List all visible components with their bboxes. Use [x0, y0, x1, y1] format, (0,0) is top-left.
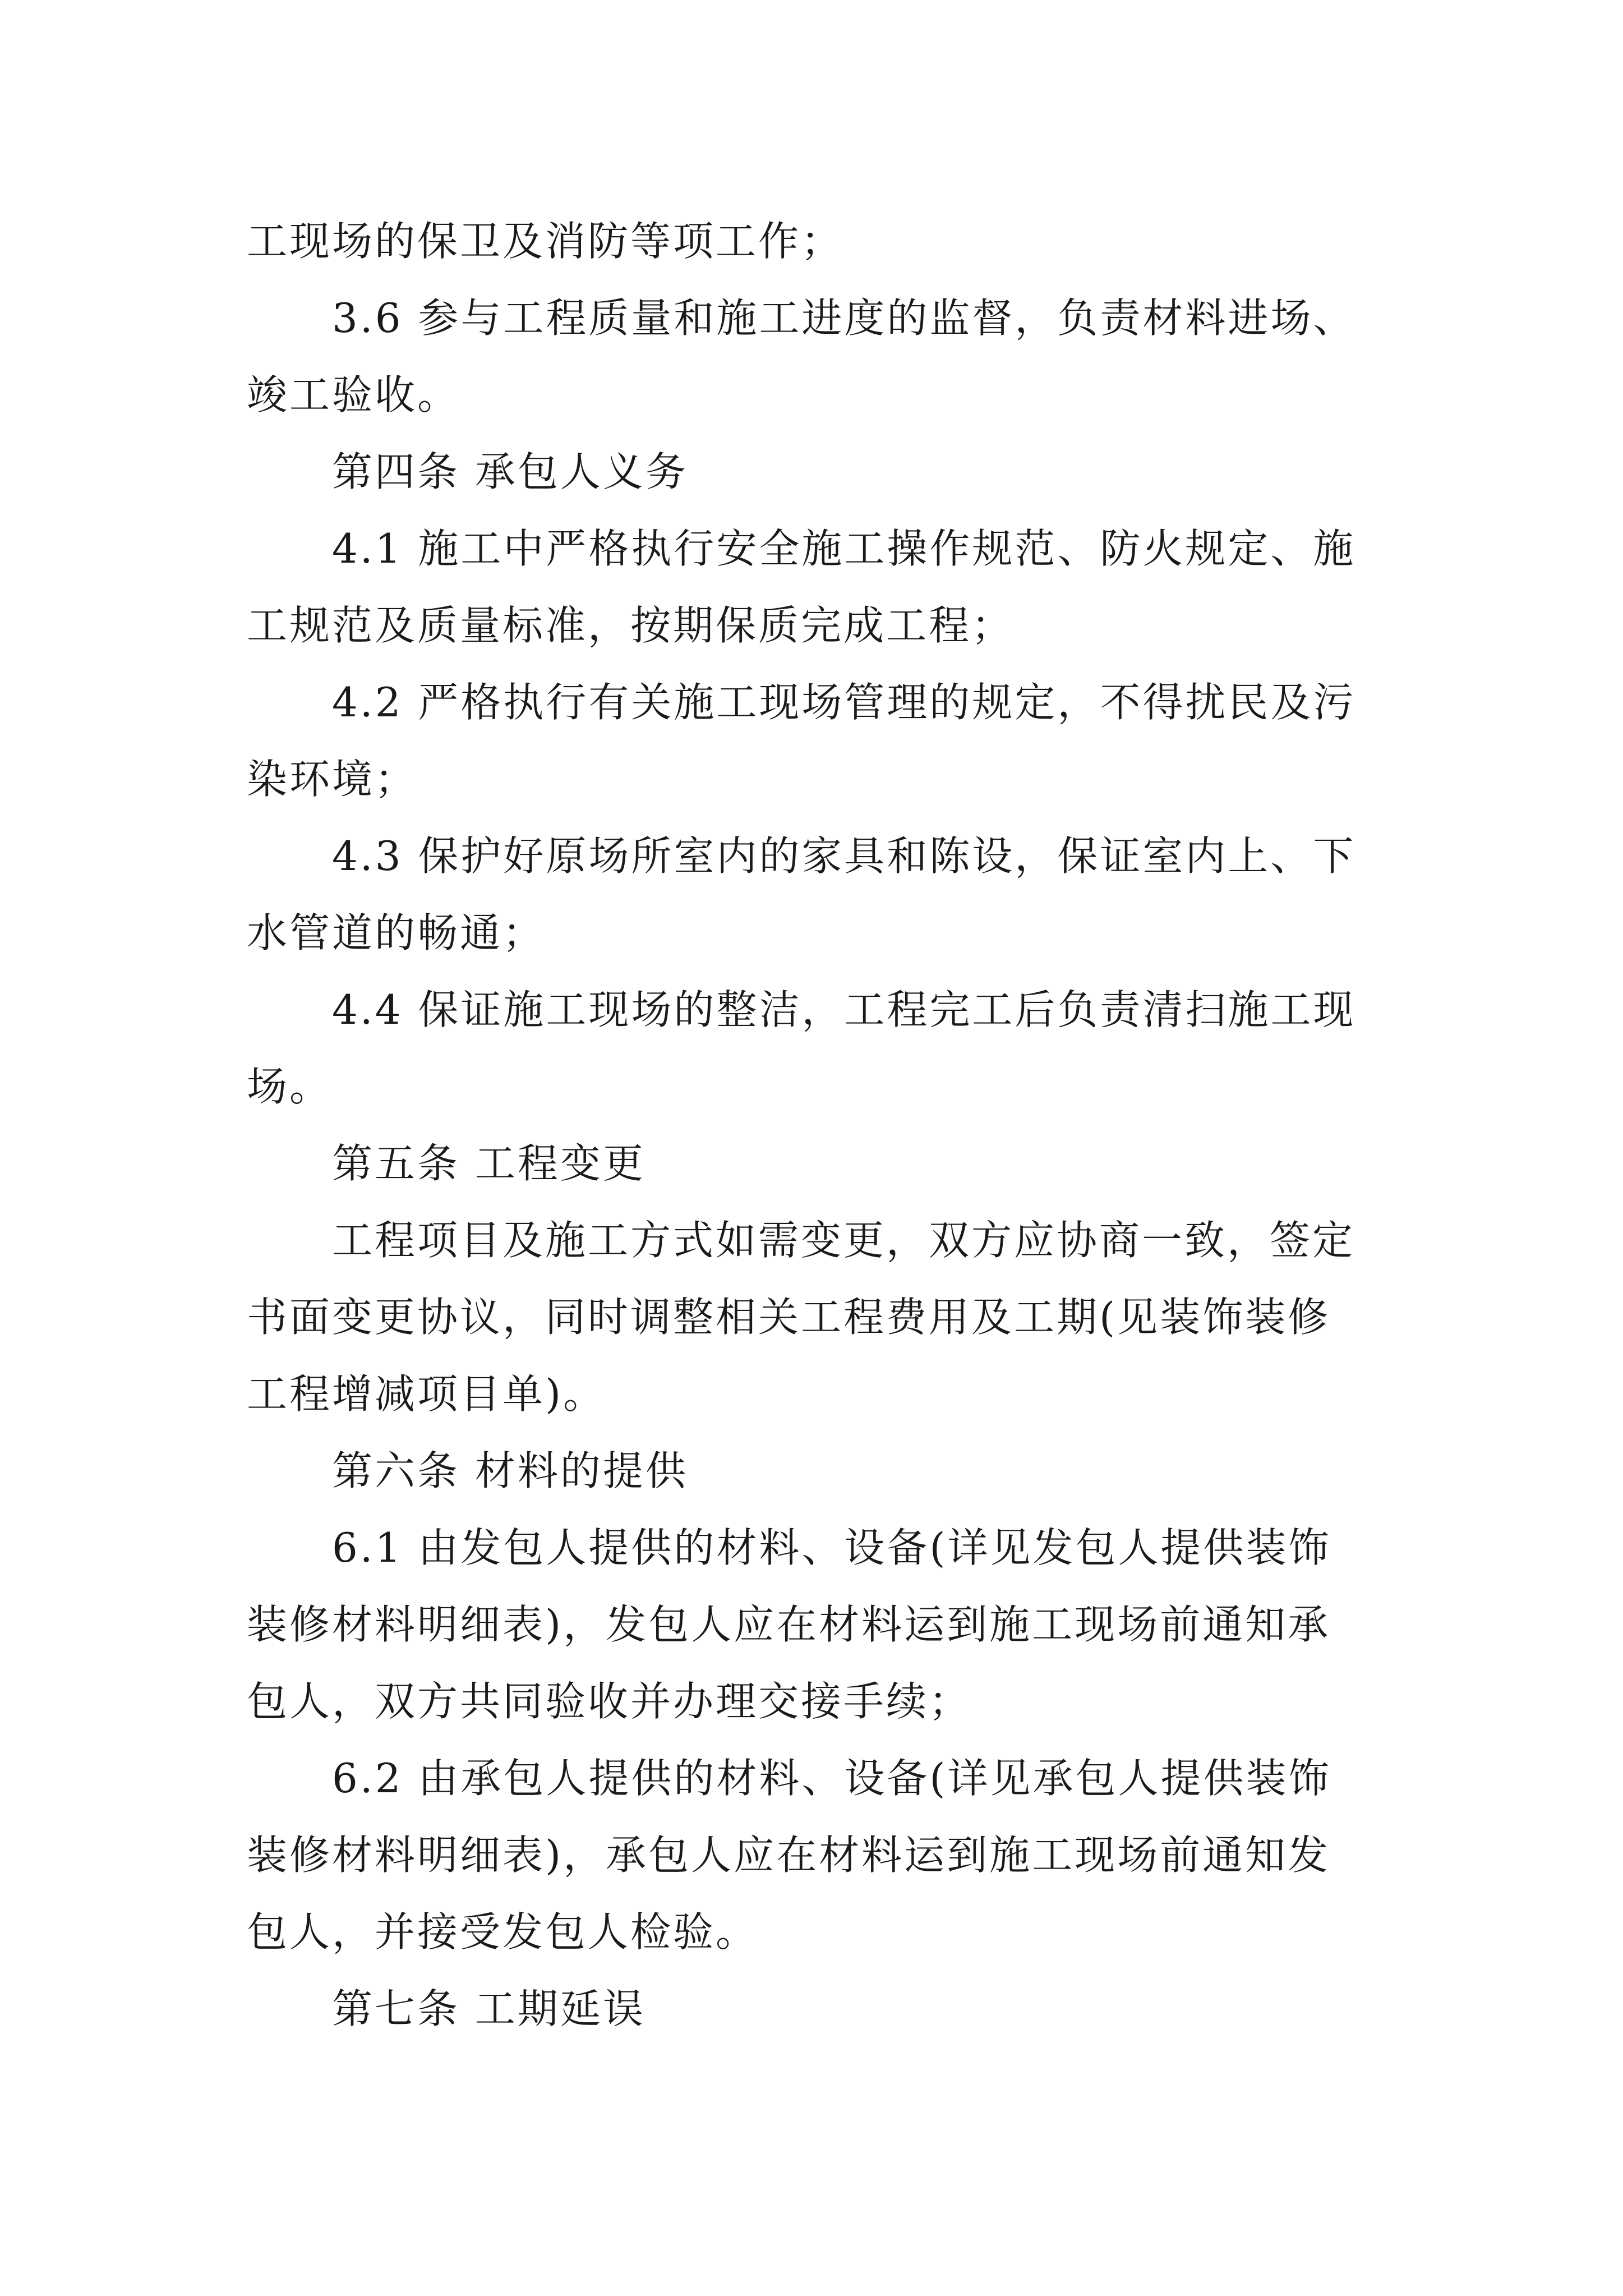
text-line: 4.2 严格执行有关施工现场管理的规定，不得扰民及污 — [332, 679, 1356, 726]
text-line: 竣工验收。 — [247, 371, 460, 418]
text-line: 场。 — [247, 1063, 333, 1110]
section-heading: 第四条 承包人义务 — [332, 448, 688, 495]
text-line: 工程项目及施工方式如需变更，双方应协商一致，签定 — [332, 1217, 1355, 1264]
text-line: 4.4 保证施工现场的整洁，工程完工后负责清扫施工现 — [332, 986, 1356, 1033]
text-line: 6.1 由发包人提供的材料、设备(详见发包人提供装饰 — [332, 1524, 1331, 1571]
text-line: 4.3 保护好原场所室内的家具和陈设，保证室内上、下 — [332, 832, 1356, 880]
text-line: 6.2 由承包人提供的材料、设备(详见承包人提供装饰 — [332, 1755, 1331, 1802]
text-line: 染环境； — [247, 756, 418, 803]
section-heading: 第七条 工期延误 — [332, 1985, 645, 2032]
text-line: 装修材料明细表)，发包人应在材料运到施工现场前通知承 — [247, 1601, 1331, 1648]
text-line: 工现场的保卫及消防等项工作； — [247, 218, 844, 265]
text-line: 装修材料明细表)，承包人应在材料运到施工现场前通知发 — [247, 1832, 1331, 1879]
text-line: 包人，双方共同验收并办理交接手续； — [247, 1678, 972, 1725]
text-line: 工规范及质量标准，按期保质完成工程； — [247, 602, 1015, 649]
text-line: 4.1 施工中严格执行安全施工操作规范、防火规定、施 — [332, 525, 1356, 572]
section-heading: 第五条 工程变更 — [332, 1140, 645, 1187]
text-line: 包人，并接受发包人检验。 — [247, 1908, 759, 1955]
text-line: 3.6 参与工程质量和施工进度的监督，负责材料进场、 — [332, 295, 1356, 342]
text-line: 书面变更协议，同时调整相关工程费用及工期(见装饰装修 — [247, 1294, 1331, 1341]
text-line: 工程增减项目单)。 — [247, 1370, 606, 1418]
text-line: 水管道的畅通； — [247, 909, 546, 956]
section-heading: 第六条 材料的提供 — [332, 1447, 688, 1494]
